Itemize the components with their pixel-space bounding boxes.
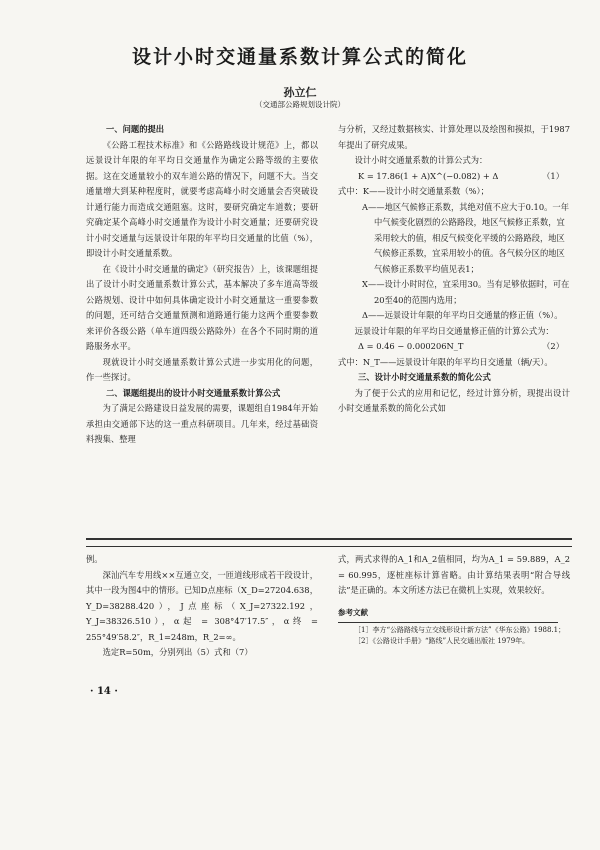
reference-item: ［1］李方“公路路线与立交线形设计新方法”《华东公路》1988.1； (354, 626, 566, 634)
page-number: · 14 · (90, 686, 118, 697)
author-name: 孙立仁 (283, 86, 317, 99)
formula-number: （2） (542, 341, 564, 351)
right-column (338, 122, 570, 417)
paper-title: 设计小时交通量系数计算公式的简化 (131, 46, 468, 68)
variable-definition: 式中：N_T——远景设计年限的年平均日交通量（辆/天）。 (338, 356, 553, 367)
paragraph: 为了满足公路建设日益发展的需要，课题组自1984年开始承担由交通部下达的这一重点科研项目。几年来，经过基础资料搜集、整理 (86, 403, 318, 444)
paragraph: 例。 (86, 554, 103, 564)
formula-number: （1） (542, 170, 564, 181)
article-divider (86, 538, 572, 547)
paragraph: 为了便于公式的应用和记忆，经过计算分析，现提出设计小时交通量系数的简化公式如 (338, 387, 570, 413)
section-heading-1: 一、问题的提出 (106, 124, 165, 134)
section-heading-2: 二、课题组提出的设计小时交通量系数计算公式 (106, 387, 281, 398)
formula-expression: Δ = 0.46 − 0.000206N_T (358, 341, 464, 351)
paragraph: 设计小时交通量系数的计算公式为： (354, 155, 488, 165)
section-heading-3: 三、设计小时交通量系数的简化公式 (358, 372, 491, 382)
paragraph: 《公路工程技术标准》和《公路路线设计规范》上，都以远景设计年限的年平均日交通量作为确定公路等级的主要依据。这在交通量较小的双车道公路的情况下，问题不大。当交通量增大到某种程度时，就要考虑高峰小时交通量会否突破设计通行能力而造成交通阻塞。这时，要研究确定车道数；要研究确定某个高峰小时交通量作为设计小时交通量；还要研究设计小时交通量与远景设计年限的年平均日交通量的比值（%），即设计小时交通量系数。 (86, 139, 318, 258)
bottom-left-column (86, 552, 318, 661)
formula-1 (338, 169, 570, 185)
paragraph: 选定R=50m，分别列出（5）式和（7） (102, 647, 253, 657)
variable-definition: X——设计小时时位，宜采用30。当有足够依据时，可在20至40的范围内选用； (362, 279, 570, 305)
variable-definition: 式中：K——设计小时交通量系数（%）； (338, 186, 489, 196)
references-heading: 参考文献 (338, 607, 368, 617)
bottom-right-column (338, 552, 570, 647)
paragraph: 式，两式求得的A_1和A_2值相同，均为A_1 = 59.889，A_2 = 60.995，逐桩座标计算省略。由计算结果表明“附合导线法”是正确的。本文所述方法已在微机上实现，效果较好。 (338, 554, 570, 595)
paragraph: 现就设计小时交通量系数计算公式进一步实用化的问题，作一些探讨。 (86, 356, 318, 382)
reference-item: ［2］《公路设计手册》“路线”人民交通出版社 1979年。 (354, 637, 530, 645)
paragraph: 深汕汽车专用线××互通立交，一匝道线形成若干段设计，其中一段为图4中的情形。已知D点座标（X_D=27204.638，Y_D=38288.420），J点座标（X_J=27322.192，Y_J=38326.510），α起 = 308°47′17.5″，α终 = 255°49′58.2″，R_1=248m，R_2=∞。 (86, 569, 318, 642)
paragraph: 远景设计年限的年平均日交通量修正值的计算公式为： (354, 325, 554, 336)
author-affiliation: （交通部公路规划设计院） (255, 100, 345, 109)
left-column (86, 122, 318, 448)
paragraph: 在《设计小时交通量的确定》（研究报告）上，该课题组提出了设计小时交通量系数计算公式，基本解决了多车道高等级公路规划、设计中如何具体确定设计小时交通量这一重要参数的问题，还可结合交通量预测和道路通行能力这两个重要参数来评价各级公路（单车道四级公路除外）在各个不同时期的道路服务水平。 (86, 263, 318, 351)
paragraph: 与分析，又经过数据核实、计算处理以及绘图和摸拟，于1987年提出了研究成果。 (338, 124, 570, 150)
variable-definition: A——地区气候修正系数，其绝对值不应大于0.10。一年中气候变化剧烈的公路路段，地区气候修正系数，宜采用较大的值，相反气候变化平缓的公路路段，地区气候修正系数，宜采用较小的值。各气候分区的地区气候修正系数平均值见表1； (362, 201, 569, 274)
formula-2 (338, 339, 570, 355)
variable-definition: Δ——远景设计年限的年平均日交通量的修正值（%）。 (362, 310, 563, 320)
references-rule (338, 622, 558, 623)
formula-expression: K = 17.86(1 + A)X^(−0.082) + Δ (358, 170, 499, 181)
